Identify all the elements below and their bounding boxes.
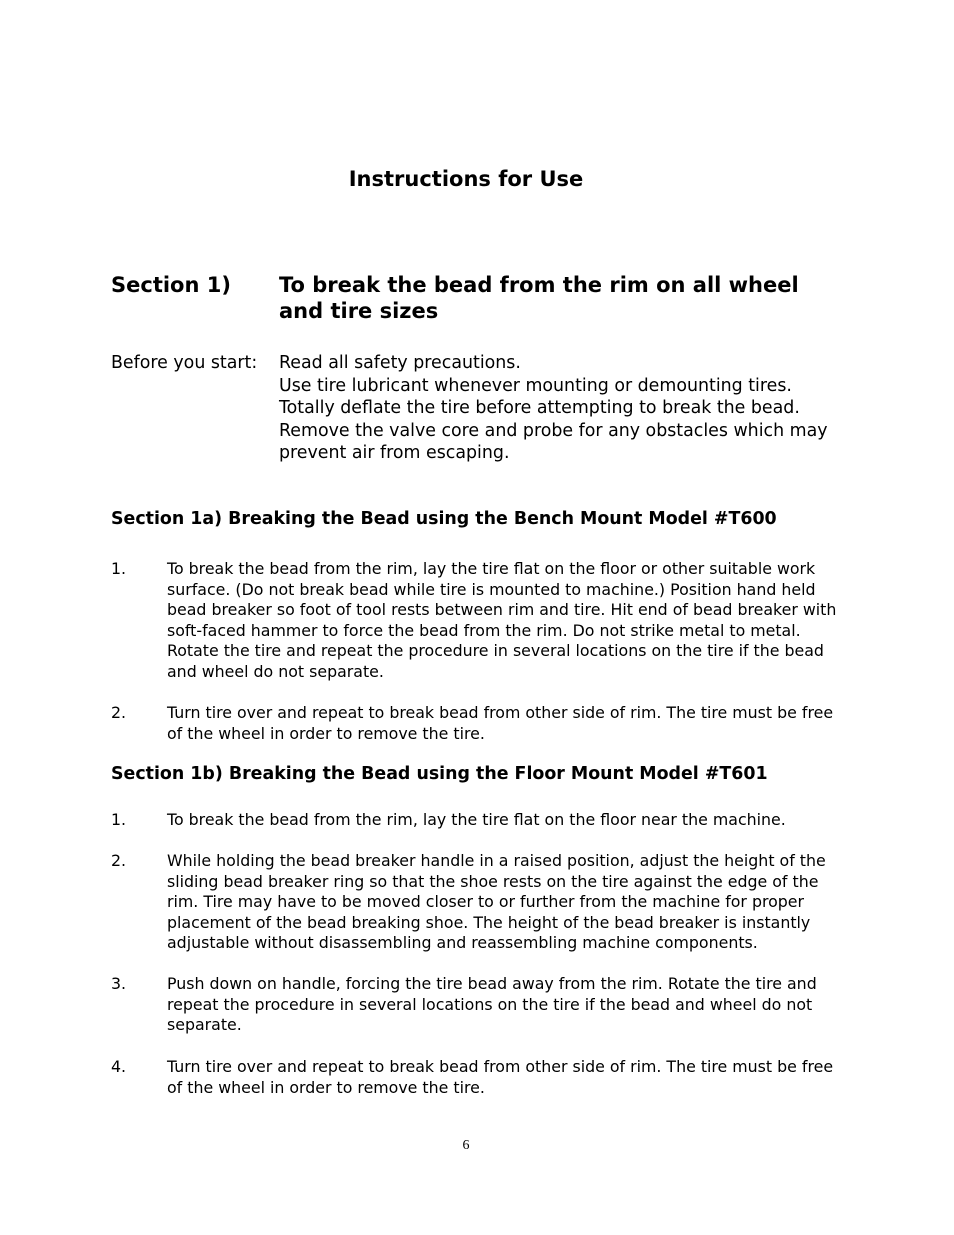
section-1-number: Section 1)	[111, 273, 231, 297]
before-you-start-label: Before you start:	[111, 353, 258, 373]
list-item-number: 1.	[111, 810, 127, 829]
list-item-text	[167, 703, 834, 744]
page-title: Instructions for Use	[348, 167, 584, 191]
list-item-line: repeat the procedure in several locations on the tire if the bead and wheel do not	[167, 994, 813, 1014]
page-number: 6	[462, 1138, 470, 1153]
list-item-line: Rotate the tire and repeat the procedure in several locations on the tire if the bead	[167, 641, 824, 661]
before-you-start-list	[279, 352, 839, 465]
list-item-line: and wheel do not separate.	[167, 661, 384, 681]
before-line: Totally deflate the tire before attempting to break the bead.	[279, 398, 800, 418]
list-item-text	[167, 559, 837, 683]
list-item-line: While holding the bead breaker handle in a raised position, adjust the height of the	[167, 851, 826, 870]
list-item-number: 1.	[111, 559, 127, 578]
list-item-number: 4.	[111, 1057, 127, 1076]
list-item-line: To break the bead from the rim, lay the tire flat on the floor or other suitable work	[167, 559, 816, 578]
list-item-text	[167, 974, 831, 1036]
list-item-text	[167, 1057, 834, 1098]
list-item-line: placement of the bead breaking shoe. The height of the bead breaker is instantly	[167, 912, 811, 932]
list-item-line: rim. Tire may have to be moved closer to or further from the machine for proper	[167, 892, 805, 912]
list-item-line: of the wheel in order to remove the tire.	[167, 1077, 485, 1097]
before-line: Use tire lubricant whenever mounting or demounting tires.	[279, 375, 792, 396]
list-item-text	[167, 810, 831, 831]
list-item-number: 2.	[111, 851, 127, 870]
before-line: Read all safety precautions.	[279, 353, 521, 373]
list-item-line: surface. (Do not break bead while tire is mounted to machine.) Position hand held	[167, 579, 816, 599]
section-1b-heading: Section 1b) Breaking the Bead using the Floor Mount Model #T601	[111, 764, 768, 784]
list-item-line: sliding bead breaker ring so that the shoe rests on the tire against the edge of the	[167, 871, 819, 891]
list-item-line: soft-faced hammer to force the bead from the rim. Do not strike metal to metal.	[167, 620, 801, 640]
list-item-line: Turn tire over and repeat to break bead from other side of rim. The tire must be free	[167, 1057, 834, 1076]
list-item-line: To break the bead from the rim, lay the tire flat on the floor near the machine.	[167, 810, 786, 829]
before-line: prevent air from escaping.	[279, 443, 510, 463]
list-item-line: of the wheel in order to remove the tire.	[167, 723, 485, 743]
list-item-line: Turn tire over and repeat to break bead from other side of rim. The tire must be free	[167, 703, 834, 722]
list-item-number: 2.	[111, 703, 127, 722]
list-item-text	[167, 851, 831, 954]
list-item-line: separate.	[167, 1015, 242, 1035]
list-item-line: bead breaker so foot of tool rests between rim and tire. Hit end of bead breaker with	[167, 600, 837, 620]
list-item-line: Push down on handle, forcing the tire bead away from the rim. Rotate the tire and	[167, 974, 817, 993]
section-1a-heading: Section 1a) Breaking the Bead using the Bench Mount Model #T600	[111, 509, 777, 529]
before-line: Remove the valve core and probe for any obstacles which may	[279, 420, 828, 441]
list-item-line: adjustable without disassembling and reassembling machine components.	[167, 933, 758, 953]
section-1-title: To break the bead from the rim on all wheel and tire sizes	[279, 273, 799, 323]
list-item-number: 3.	[111, 974, 127, 993]
